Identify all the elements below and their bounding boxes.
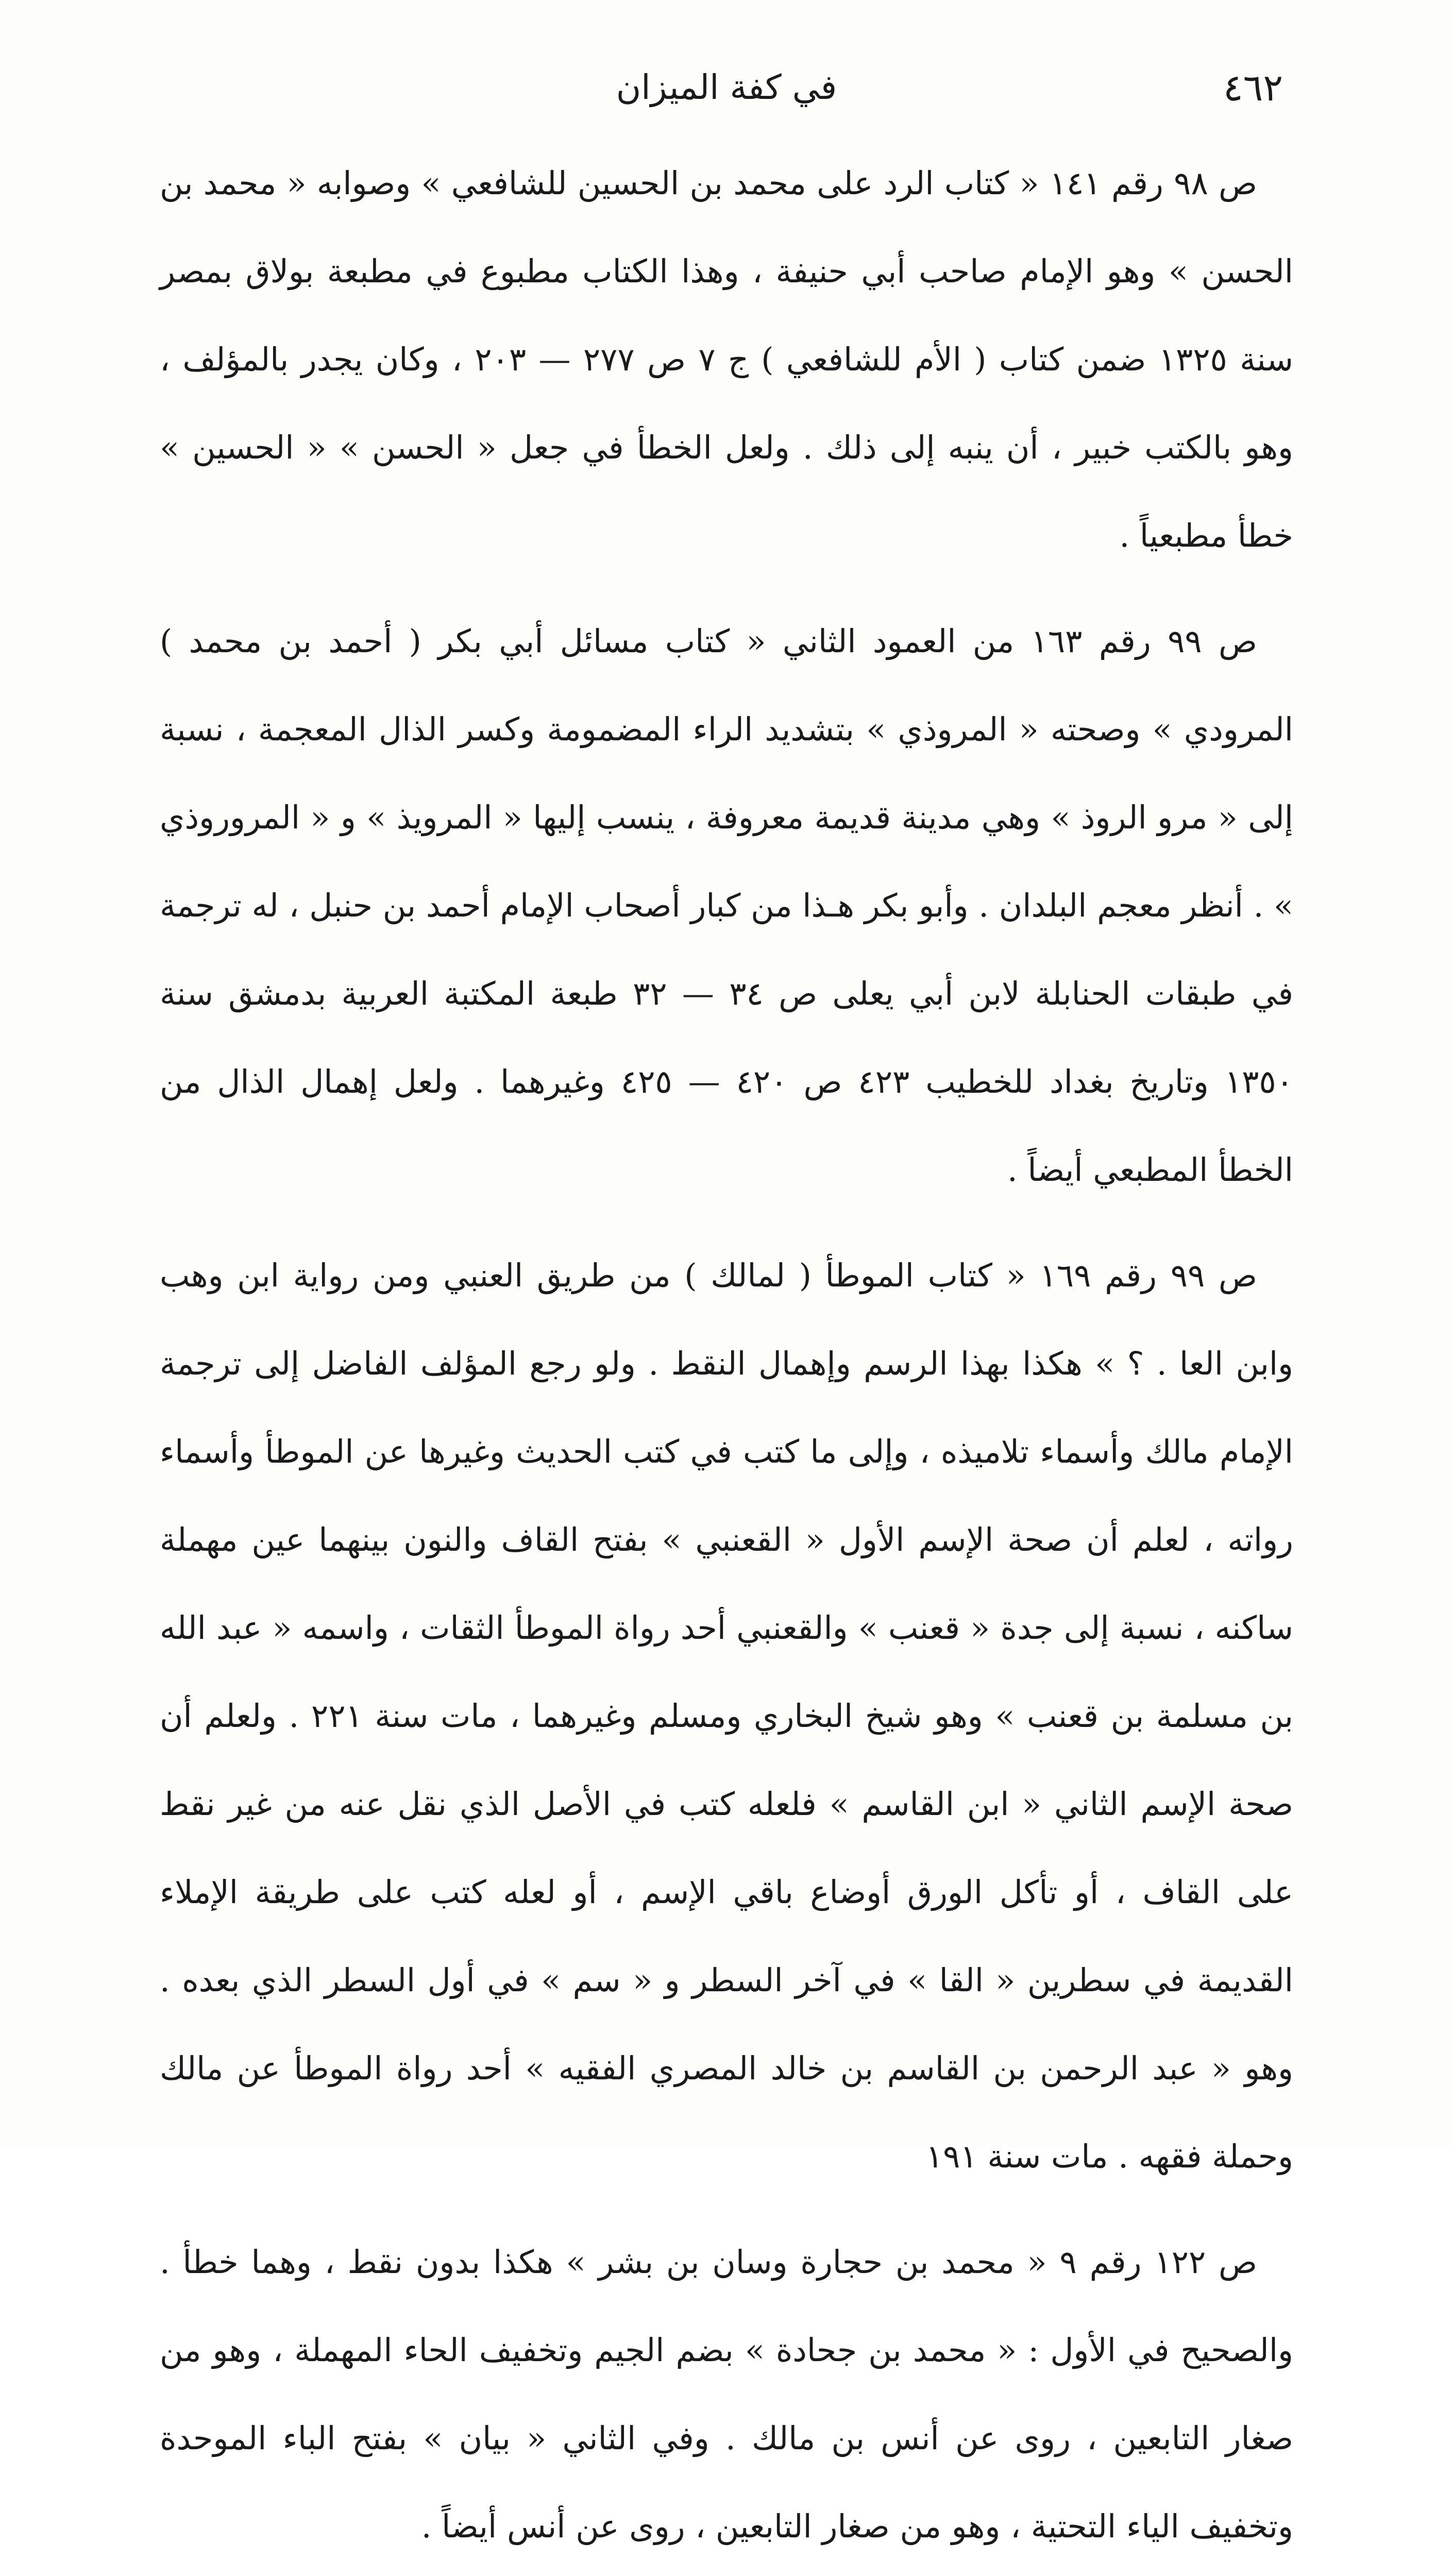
paragraph: ص ٩٩ رقم ١٦٩ « كتاب الموطأ ( لمالك ) من طريق العنبي ومن رواية ابن وهب وابن العا . ؟ » هكذا بهذا الرسم وإهمال النقط . ولو رجع المؤلف الفاضل إلى ترجمة الإمام مالك وأسماء تلاميذه ، وإلى ما كتب في كتب الحديث وغيرها عن الموطأ وأسماء رواته ، لعلم أن صحة الإسم الأول « القعنبي » بفتح القاف والنون بينهما عين مهملة ساكنه ، نسبة إلى جدة « قعنب » والقعنبي أحد رواة الموطأ الثقات ، واسمه « عبد الله بن مسلمة بن قعنب » وهو شيخ البخاري ومسلم وغيرهما ، مات سنة ٢٢١ . ولعلم أن صحة الإسم الثاني « ابن القاسم » فلعله كتب في الأصل الذي نقل عنه من غير نقط على القاف ، أو تأكل الورق أوضاع باقي الإسم ، أو لعله كتب على طريقة الإملاء القديمة في سطرين « القا » في آخر السطر و « سم » في أول السطر الذي بعده . وهو « عبد الرحمن بن القاسم بن خالد المصري الفقيه » أحد رواة الموطأ عن مالك وحملة فقهه . مات سنة ١٩١ [160, 1257, 1294, 2175]
paragraph: ص ١٢٢ رقم ٩ « محمد بن حجارة وسان بن بشر » هكذا بدون نقط ، وهما خطأ . والصحيح في الأول : « محمد بن جحادة » بضم الجيم وتخفيف الحاء المهملة ، وهو من صغار التابعين ، روى عن أنس بن مالك . وفي الثاني « بيان » بفتح الباء الموحدة وتخفيف الياء التحتية ، وهو من صغار التابعين ، روى عن أنس أيضاً . [160, 2243, 1293, 2545]
page-header [170, 62, 1283, 118]
paragraph: ص ٩٨ رقم ١٤١ « كتاب الرد على محمد بن الحسين للشافعي » وصوابه « محمد بن الحسن » وهو الإمام صاحب أبي حنيفة ، وهذا الكتاب مطبوع في مطبعة بولاق بمصر سنة ١٣٢٥ ضمن كتاب ( الأم للشافعي ) ج ٧ ص ٢٧٧ — ٢٠٣ ، وكان يجدر بالمؤلف ، وهو بالكتب خبير ، أن ينبه إلى ذلك . ولعل الخطأ في جعل « الحسن » « الحسين » خطأ مطبعياً . [160, 164, 1294, 554]
running-title: في كفة الميزان [616, 67, 837, 107]
page-number: ٤٦٢ [1223, 66, 1283, 109]
paragraph: ص ٩٩ رقم ١٦٣ من العمود الثاني « كتاب مسائل أبي بكر ( أحمد بن محمد ) المرودي » وصحته « المروذي » بتشديد الراء المضمومة وكسر الذال المعجمة ، نسبة إلى « مرو الروذ » وهي مدينة قديمة معروفة ، ينسب إليها « المرويذ » و « المروروذي » . أنظر معجم البلدان . وأبو بكر هـذا من كبار أصحاب الإمام أحمد بن حنبل ، له ترجمة في طبقات الحنابلة لابن أبي يعلى ص ٣٤ — ٣٢ طبعة المكتبة العربية بدمشق سنة ١٣٥٠ وتاريخ بغداد للخطيب ٤٢٣ ص ٤٢٠ — ٤٢٥ وغيرهما . ولعل إهمال الذال من الخطأ المطبعي أيضاً . [160, 622, 1294, 1189]
page-body [160, 139, 1293, 2576]
